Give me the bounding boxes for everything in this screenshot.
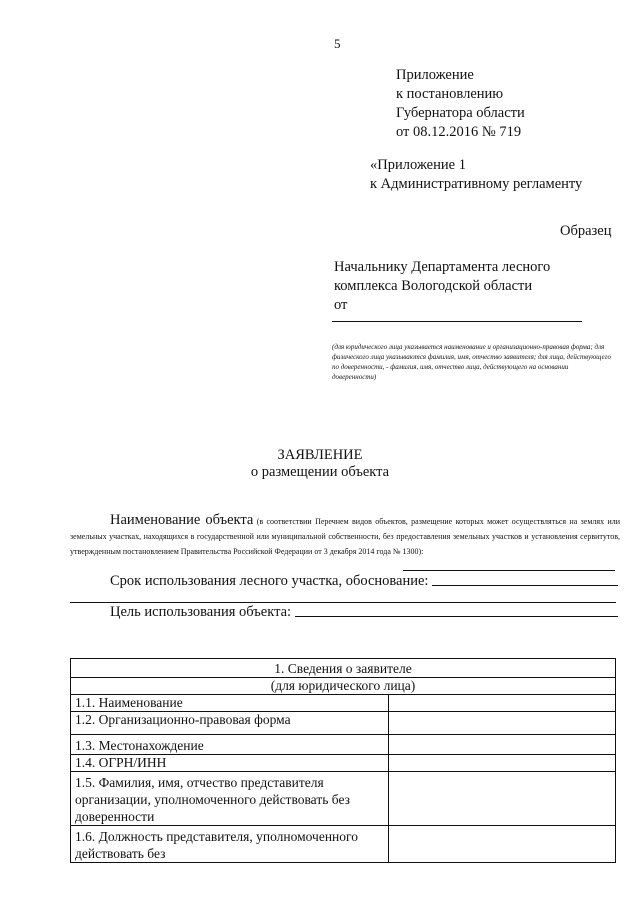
annex-line: к Административному регламенту (370, 176, 583, 192)
table-row (71, 826, 616, 863)
table-row (71, 755, 616, 772)
applicant-info-table (70, 658, 616, 863)
signature-note: (для юридического лица указывается наименование и организационно-правовая форма; для физического лица указываются фамилия, имя, отчество заявителя; для лица, действующего по доверенности, - фамилия, имя, отчество лица, действующего на основании доверенности) (332, 343, 611, 381)
row-label: 1.2. Организационно-правовая форма (71, 712, 389, 735)
purpose-label: Цель использования объекта: (110, 604, 292, 620)
addressee-block (334, 258, 550, 315)
row-label: 1.4. ОГРН/ИНН (71, 755, 389, 772)
document-subtitle: о размещении объекта (250, 464, 390, 480)
row-value-cell[interactable] (389, 755, 616, 772)
addressee-line: комплекса Вологодской области (334, 278, 533, 294)
row-label: 1.5. Фамилия, имя, отчество представителя организации, уполномоченного действовать без доверенности (71, 772, 389, 826)
table-row (71, 772, 616, 826)
row-value-cell[interactable] (389, 772, 616, 826)
appendix-line: Приложение (396, 67, 474, 83)
row-value-cell[interactable] (389, 695, 616, 712)
purpose-row (70, 604, 618, 621)
applicant-signature-line (332, 321, 582, 322)
object-name-note: (в соответствии Перечнем видов объектов, размещение которых может осуществляться на землях или земельных участках, находящихся в государственной или муниципальной собственности, без предоставления земельных участков и установления сервитутов, утвержденным постановлением Правительства Российской Федерации от 3 декабря 2014 года № 1300): (70, 517, 620, 556)
appendix-header (396, 66, 525, 142)
object-name-paragraph (70, 513, 620, 559)
table-subheader-row (71, 678, 616, 695)
table-row (71, 695, 616, 712)
page-number: 5 (334, 36, 341, 51)
row-label: 1.6. Должность представителя, уполномоченного действовать без (71, 826, 389, 863)
appendix-line: от 08.12.2016 № 719 (396, 124, 522, 140)
row-value-cell[interactable] (389, 826, 616, 863)
annex-header (370, 156, 582, 194)
purpose-fill-line (295, 615, 618, 617)
object-name-fill-line (403, 570, 615, 571)
section-subtitle: (для юридического лица) (71, 678, 616, 695)
annex-line: «Приложение 1 (370, 157, 466, 173)
row-value-cell[interactable] (389, 712, 616, 735)
table-row (71, 712, 616, 735)
table-row (71, 735, 616, 755)
table-header-row (71, 659, 616, 678)
addressee-line: Начальнику Департамента лесного (334, 259, 551, 275)
appendix-line: к постановлению (396, 86, 504, 102)
row-value-cell[interactable] (389, 735, 616, 755)
addressee-line: от (334, 297, 348, 313)
appendix-line: Губернатора области (396, 105, 525, 121)
sample-label: Образец (560, 223, 612, 239)
term-fill-line (432, 584, 618, 586)
document-title: ЗАЯВЛЕНИЕ (277, 447, 363, 463)
row-label: 1.1. Наименование (71, 695, 389, 712)
object-name-label: Наименование объекта (110, 512, 254, 528)
term-label: Срок использования лесного участка, обоснование: (110, 573, 429, 589)
term-second-line (70, 602, 616, 603)
section-title: 1. Сведения о заявителе (71, 659, 616, 678)
row-label: 1.3. Местонахождение (71, 735, 389, 755)
term-row (70, 573, 618, 590)
